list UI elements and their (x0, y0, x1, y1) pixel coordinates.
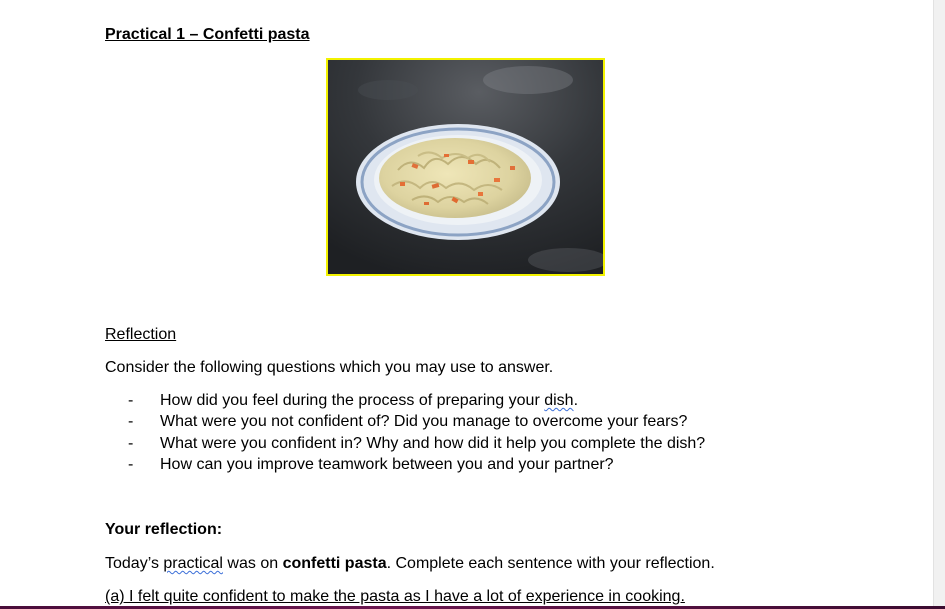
question-text: How can you improve teamwork between you and your partner? (160, 455, 614, 473)
today-text-end: . Complete each sentence with your reflection. (386, 555, 715, 572)
list-item (128, 455, 705, 476)
spellcheck-flagged-word[interactable]: practical (163, 555, 223, 572)
pasta-photo[interactable] (326, 58, 605, 276)
pasta-image (328, 60, 603, 274)
bullet-dash: - (128, 455, 134, 473)
answer-a[interactable]: (a) I felt quite confident to make the pasta as I have a lot of experience in cooking. (105, 588, 685, 605)
vertical-scrollbar[interactable] (933, 0, 945, 609)
reflection-heading: Reflection (105, 326, 177, 343)
spellcheck-flagged-word[interactable]: dish (544, 392, 574, 409)
intro-text: Consider the following questions which you may use to answer. (105, 359, 554, 376)
your-reflection-heading: Your reflection: (105, 521, 223, 538)
list-item (128, 391, 705, 412)
bullet-dash: - (128, 392, 134, 409)
document-title: Practical 1 – Confetti pasta (105, 26, 310, 43)
list-item (128, 412, 705, 433)
bullet-dash: - (128, 413, 134, 431)
question-text: What were you confident in? Why and how did it help you complete the dish? (160, 434, 706, 452)
dish-name: confetti pasta (282, 555, 387, 572)
bullet-dash: - (128, 434, 134, 452)
today-text: Today’s (105, 555, 164, 572)
question-list (128, 391, 705, 476)
list-item (128, 434, 705, 455)
today-sentence (105, 555, 715, 573)
question-text: What were you not confident of? Did you manage to overcome your fears? (160, 413, 688, 431)
question-text-end: . (573, 392, 579, 409)
today-text-middle: was on (222, 555, 283, 572)
question-text: How did you feel during the process of preparing your (160, 392, 545, 409)
